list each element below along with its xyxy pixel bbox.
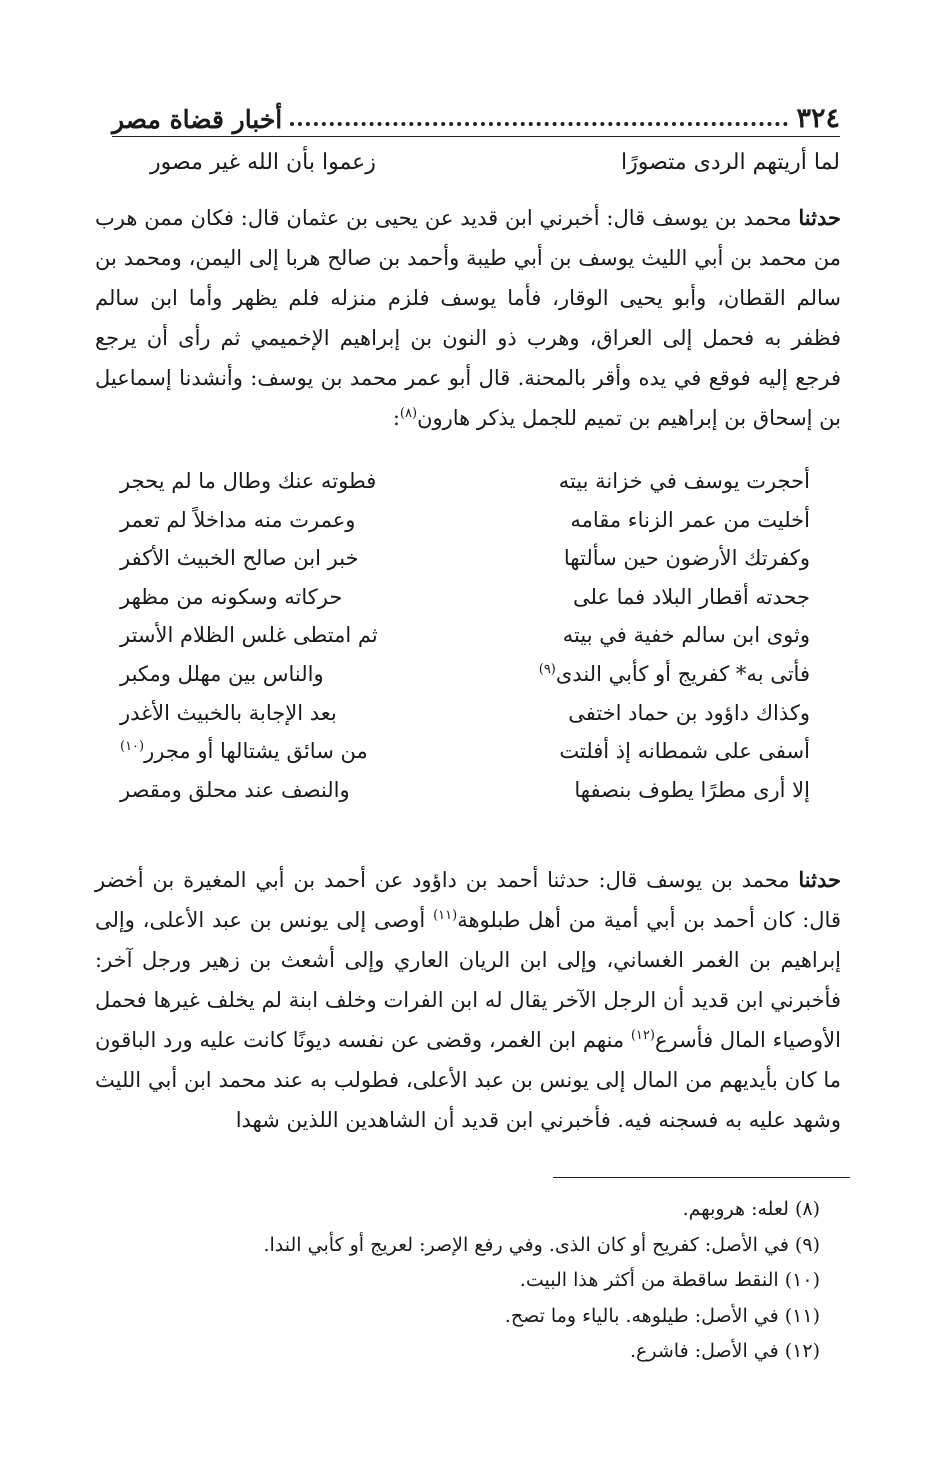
poem-verse — [120, 655, 810, 694]
verse-hemistich-second: زعموا بأن الله غير مصور — [150, 149, 376, 175]
footnote-marker: (١٠) — [120, 739, 145, 755]
verse-hemistich-second: وعمرت منه مداخلاً لم تعمر — [120, 507, 356, 532]
verse-hemistich-first: أخليت من عمر الزناء مقامه — [570, 507, 810, 532]
verse-hemistich-first: فأتى به* كفريج أو كأبي الندى$^{(٩)}$ — [538, 661, 810, 686]
paragraph-text: أوصى إلى يونس بن عبد الأعلى، وإلى إبراهيم بن الغمر الغساني، وإلى ابن الريان العاري وإلى أشعث بن زهير ورجل آخر: فأخبرني ابن قديد أن الرجل الآخر يقال له ابن الفرات وخلف ابنة لم يخلف غيرها فحمل الأوصياء المال فأسرع — [95, 908, 841, 1052]
verse-hemistich-first: إلا أرى مطرًا يطوف بنصفها — [574, 777, 810, 802]
verse-hemistich-first: أحجرت يوسف في خزانة بيته — [558, 469, 810, 493]
footnote-separator — [553, 1177, 850, 1178]
paragraph-text: محمد بن يوسف قال: أخبرني ابن قديد عن يحيى بن عثمان قال: فكان ممن هرب من محمد بن أبي الليث يوسف بن أبي طيبة وأحمد بن صالح هربا إلى اليمن، ومحمد بن سالم القطان، وأبو يحيى الوقار، فأما يوسف فلزم منزله فلم يظهر وأما ابن سالم فظفر به فحمل إلى العراق، وهرب ذو النون بن إبراهيم الإخميمي ثم رأى أن يرجع فرجع إليه فوقع في يده وأقر بالمحنة. قال أبو عمر محمد بن يوسف: وأنشدنا إسماعيل بن إسحاق بن إبراهيم بن تميم للجمل يذكر هارون — [95, 206, 841, 430]
footnote-marker: (٨) — [399, 406, 418, 421]
verse-hemistich-second: ثم امتطى غلس الظلام الأستر — [120, 623, 378, 648]
poem-verse — [120, 462, 810, 501]
page-header — [112, 92, 840, 137]
verse-hemistich-second: والنصف عند محلق ومقصر — [120, 777, 350, 802]
paragraph-2 — [95, 860, 841, 1140]
verse-hemistich-second: خبر ابن صالح الخبيث الأكفر — [120, 546, 359, 571]
paragraph-lead-word: حدثنا — [798, 867, 841, 892]
verse-hemistich-second: من سائق يشتالها أو مجرر$^{(١٠)}$ — [120, 739, 368, 764]
paragraph-lead-word: حدثنا — [798, 205, 841, 230]
footnote: (٨) لعله: هروبهم. — [682, 1198, 820, 1220]
verse-hemistich-first: وثوى ابن سالم خفية في بيته — [562, 623, 810, 648]
paragraph-text: محمد بن يوسف قال: حدثنا أحمد بن داؤود عن أحمد بن أبي المغيرة بن أخضر قال: كان أحمد بن أبي أمية من أهل طبلوهة — [95, 868, 841, 932]
poem-verse — [120, 501, 810, 540]
footnote-marker: (٩) — [538, 661, 556, 677]
opening-verse — [150, 140, 840, 184]
verse-hemistich-first: وكفرتك الأرضون حين سألتها — [563, 546, 810, 571]
poem-verse — [120, 732, 810, 771]
footnote: (١٢) في الأصل: فاشرع. — [630, 1340, 820, 1362]
poem-verse — [120, 616, 810, 655]
verse-hemistich-second: بعد الإجابة بالخبيث الأغدر — [120, 700, 337, 725]
paragraph-tail: : — [392, 406, 400, 430]
verse-hemistich-second: فطوته عنك وطال ما لم يحجر — [120, 469, 377, 493]
footnote: (٩) في الأصل: كفريح أو كان الذى. وفي رفع الإصر: لعريج أو كأبي الندا. — [263, 1233, 820, 1256]
header-dot-leader — [290, 122, 788, 126]
footnotes — [120, 1192, 820, 1370]
verse-hemistich-first: لما أريتهم الردى متصورًا — [621, 149, 840, 175]
poem-verse — [120, 771, 810, 810]
poem-verse — [120, 539, 810, 578]
verse-hemistich-first: وكذاك داؤود بن حماد اختفى — [568, 700, 810, 725]
footnote-marker: (١٢) — [630, 1028, 655, 1043]
paragraph-text: منهم ابن الغمر، وقضى عن نفسه ديونًا كانت عليه ورد الباقون ما كان بأيديهم من المال إلى يونس بن عبد الأعلى، فطولب به عند محمد ابن أبي الليث وشهد عليه به فسجنه فيه. فأخبرني ابن قديد أن الشاهدين اللذين شهدا — [95, 1028, 841, 1132]
verse-hemistich-first: أسفى على شمطانه إذ أفلتت — [559, 739, 810, 764]
poem — [120, 462, 810, 809]
verse-hemistich-second: حركاته وسكونه من مظهر — [120, 584, 343, 609]
verse-hemistich-first: جحدته أقطار البلاد فما على — [572, 584, 810, 609]
verse-hemistich-second: والناس بين مهلل ومكبر — [120, 661, 324, 686]
footnote: (١١) في الأصل: طيلوهه. بالياء وما تصح. — [504, 1304, 820, 1327]
paragraph-1 — [95, 198, 841, 438]
poem-verse — [120, 694, 810, 733]
running-title: أخبار قضاة مصر — [112, 105, 283, 134]
footnote-marker: (١١) — [433, 908, 458, 923]
footnote: (١٠) النقط ساقطة من أكثر هذا البيت. — [519, 1269, 820, 1291]
poem-verse — [120, 578, 810, 617]
page-number: ٣٢٤ — [796, 103, 840, 134]
